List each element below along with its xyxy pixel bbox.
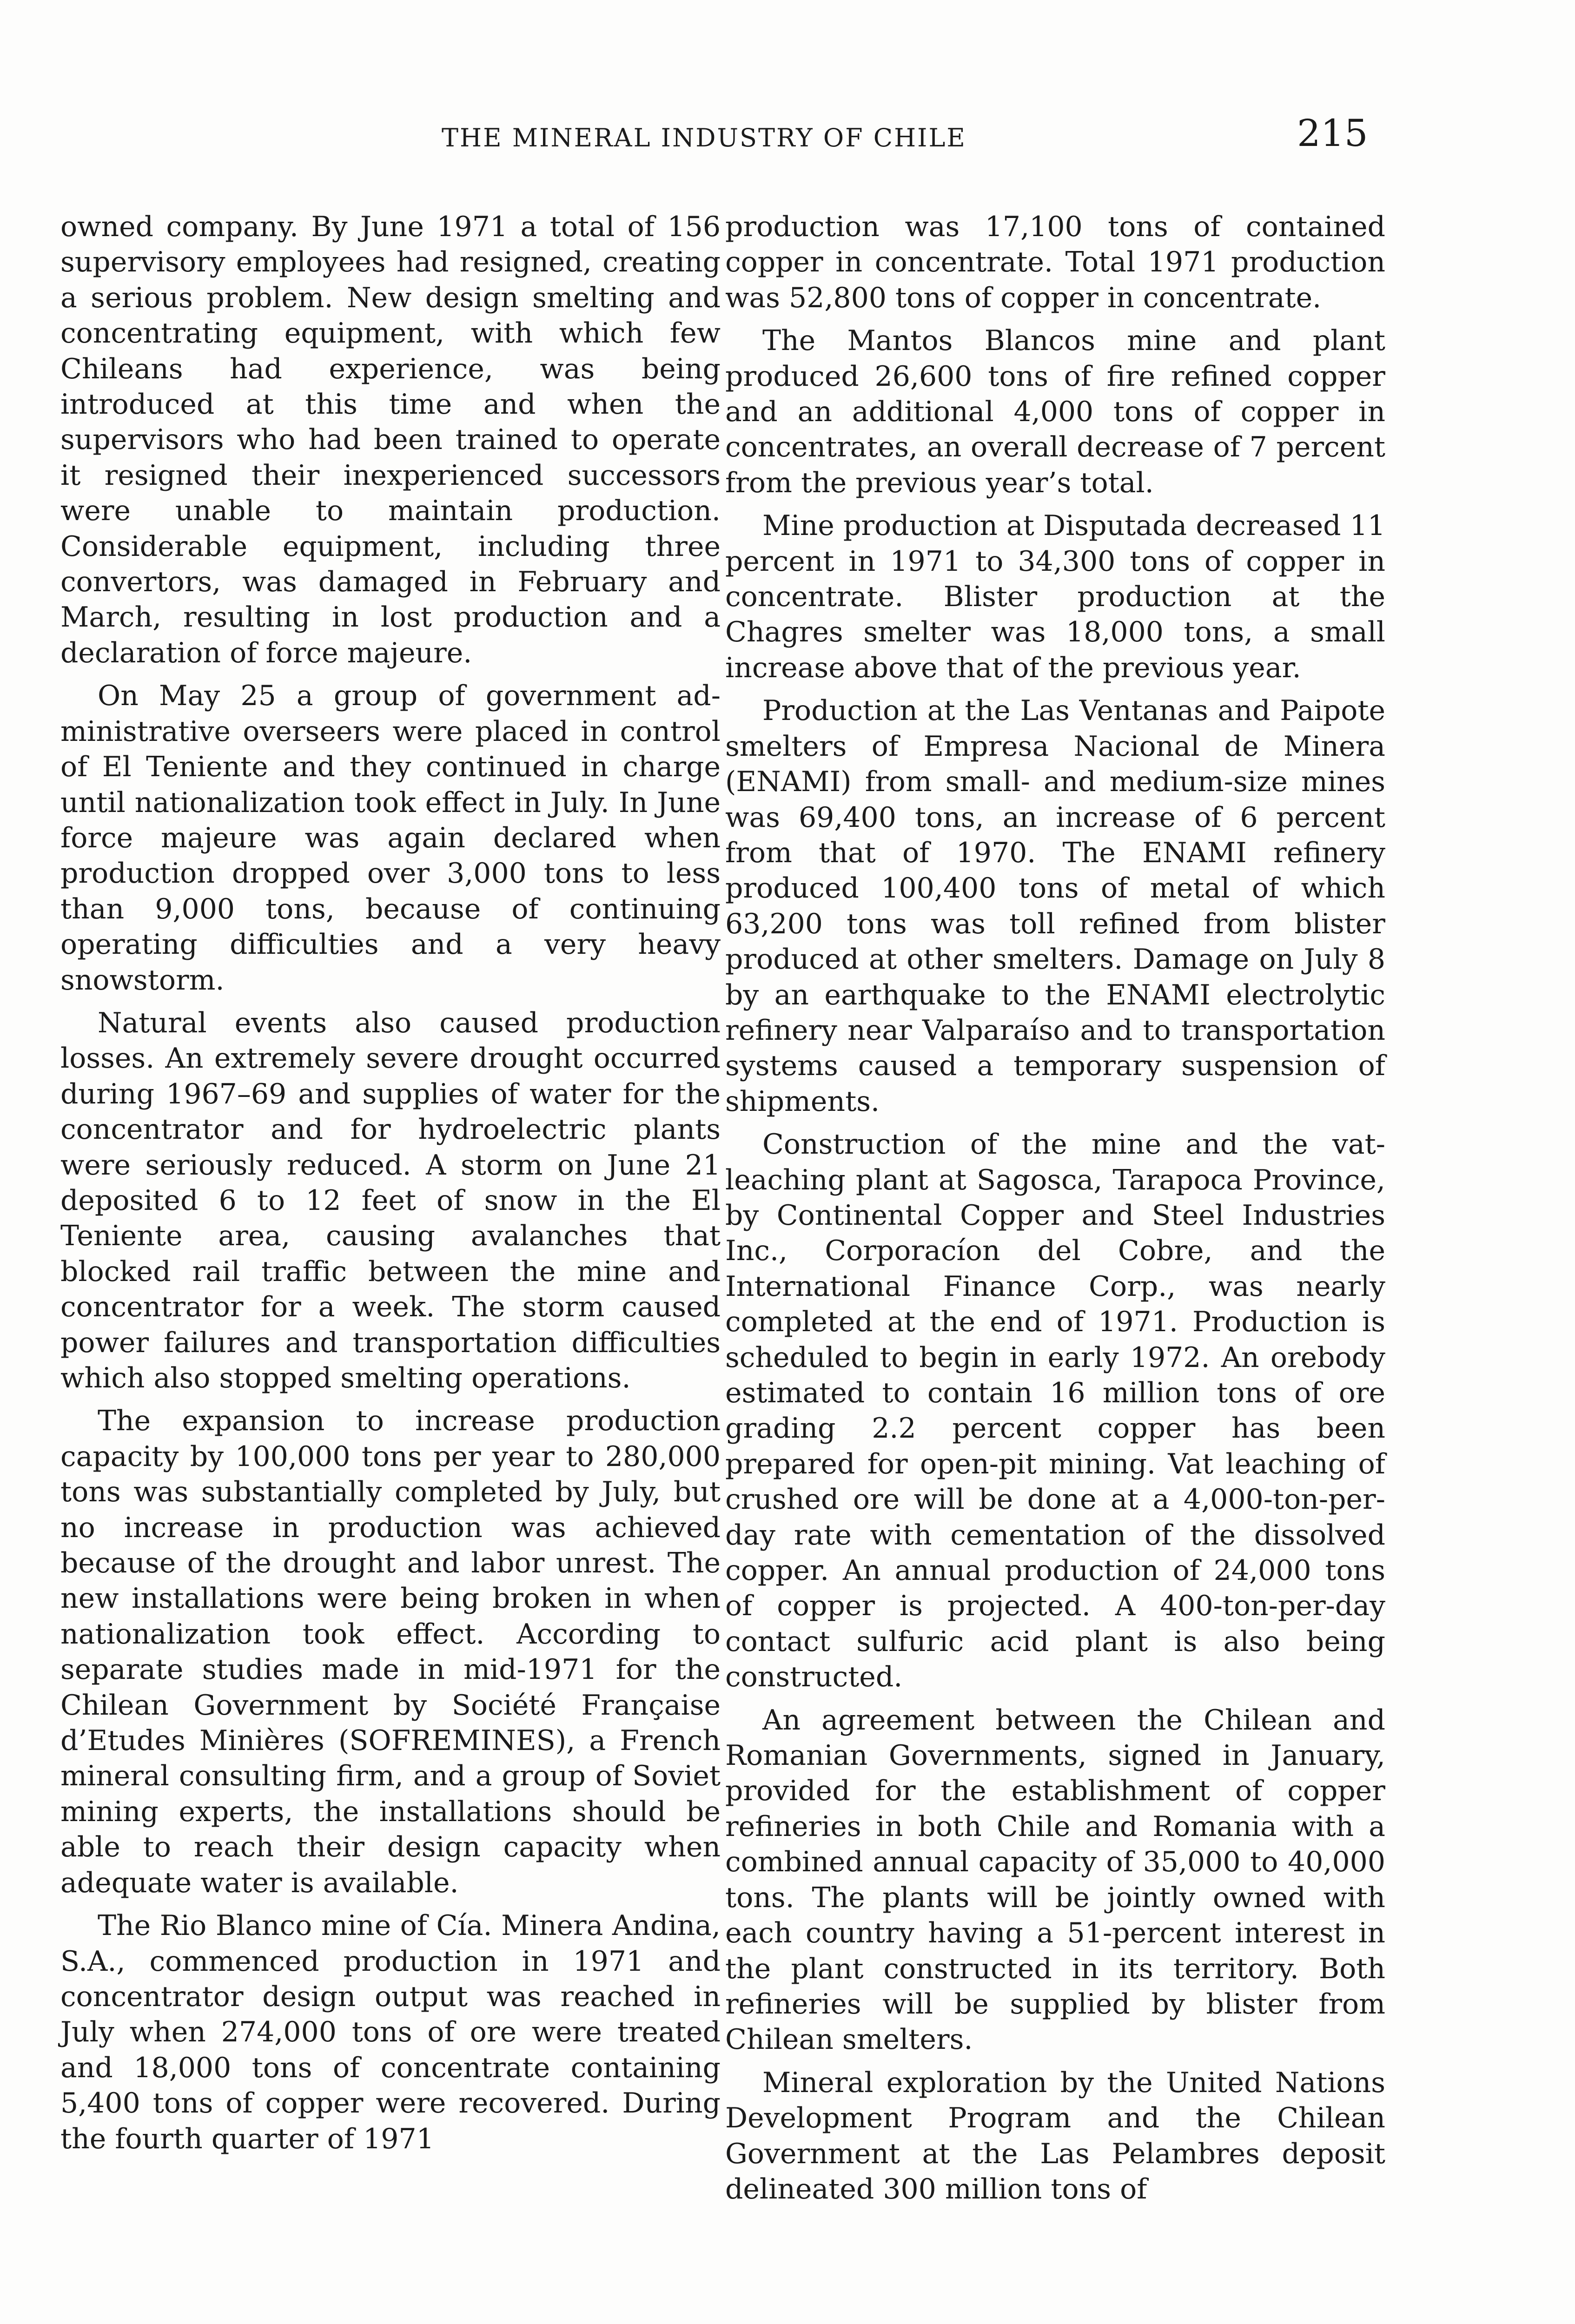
paragraph: On May 25 a group of government administrative overseers were placed in control of El Teniente and they continued in charge until nationalization took effect in July. In June force majeure was again declared when production dropped over 3,000 tons to less than 9,000 tons, because of continuing operating difficulties and a very heavy snowstorm. [60,680,721,997]
paragraph: owned company. By June 1971 a total of 156 supervisory employees had resigned, creating a serious problem. New design smelting and concentrating equipment, with which few Chileans had experience, was being introduced at this time and when the supervisors who had been trained to operate it resigned their inexperienced successors were unable to maintain production. Considerable equipment, including three convertors, was damaged in February and March, resulting in lost production and a declaration of force majeure. [60,211,721,669]
paragraph: The Rio Blanco mine of Cía. Minera Andina, S.A., commenced production in 1971 and concentrator design output was reached in July when 274,000 tons of ore were treated and 18,000 tons of concentrate containing 5,400 tons of copper were recovered. During the fourth quarter of 1971 [60,1909,721,2155]
paragraph: production was 17,100 tons of contained copper in concentrate. Total 1971 production was 52,800 tons of copper in concentrate. [725,211,1385,314]
paragraph: Production at the Las Ventanas and Paipote smelters of Empresa Nacional de Minera (ENAMI) from small- and medium-size mines was 69,400 tons, an increase of 6 percent from that of 1970. The ENAMI refinery produced 100,400 tons of metal of which 63,200 tons was toll refined from blister produced at other smelters. Damage on July 8 by an earthquake to the ENAMI electrolytic refinery near Valparaíso and to transportation systems caused a temporary suspension of shipments. [725,694,1385,1118]
paragraph: Construction of the mine and the vat-leaching plant at Sagosca, Tarapoca Province, by Continental Copper and Steel Industries Inc., Corporacíon del Cobre, and the International Finance Corp., was nearly completed at the end of 1971. Production is scheduled to begin in early 1972. An orebody estimated to contain 16 million tons of ore grading 2.2 percent copper has been prepared for open-pit mining. Vat leaching of crushed ore will be done at a 4,000-ton-per-day rate with cementation of the dissolved copper. An annual production of 24,000 tons of copper is projected. A 400-ton-per-day contact sulfuric acid plant is also being constructed. [725,1128,1385,1694]
right-column [725,209,1385,2214]
paragraph: The Mantos Blancos mine and plant produced 26,600 tons of fire refined copper and an additional 4,000 tons of copper in concentrates, an overall decrease of 7 percent from the previous year’s total. [725,324,1385,499]
page-header [0,112,1575,163]
paragraph: Natural events also caused production losses. An extremely severe drought occurred during 1967–69 and supplies of water for the concentrator and for hydroelectric plants were seriously reduced. A storm on June 21 deposited 6 to 12 feet of snow in the El Teniente area, causing avalanches that blocked rail traffic between the mine and concentrator for a week. The storm caused power failures and transportation difficulties which also stopped smelting operations. [60,1006,721,1394]
paragraph: The expansion to increase production capacity by 100,000 tons per year to 280,000 tons was substantially completed by July, but no increase in production was achieved because of the drought and labor unrest. The new installations were being broken in when nationalization took effect. According to separate studies made in mid-1971 for the Chilean Government by Société Française d’Etudes Minières (SOFREMINES), a French mineral consulting firm, and a group of Soviet mining experts, the installations should be able to reach their design capacity when adequate water is available. [60,1405,721,1899]
left-column [60,209,721,2164]
paragraph: Mine production at Disputada decreased 11 percent in 1971 to 34,300 tons of copper in concentrate. Blister production at the Chagres smelter was 18,000 tons, a small increase above that of the previous year. [725,509,1385,684]
paragraph: An agreement between the Chilean and Romanian Governments, signed in January, provided for the establishment of copper refineries in both Chile and Romania with a combined annual capacity of 35,000 to 40,000 tons. The plants will be jointly owned with each country having a 51-percent interest in the plant constructed in its territory. Both refineries will be supplied by blister from Chilean smelters. [725,1703,1385,2056]
page-number: 215 [1297,112,1368,155]
running-head: THE MINERAL INDUSTRY OF CHILE [442,123,966,152]
paragraph: Mineral exploration by the United Nations Development Program and the Chilean Government at the Las Pelambres deposit delineated 300 million tons of [725,2066,1385,2205]
